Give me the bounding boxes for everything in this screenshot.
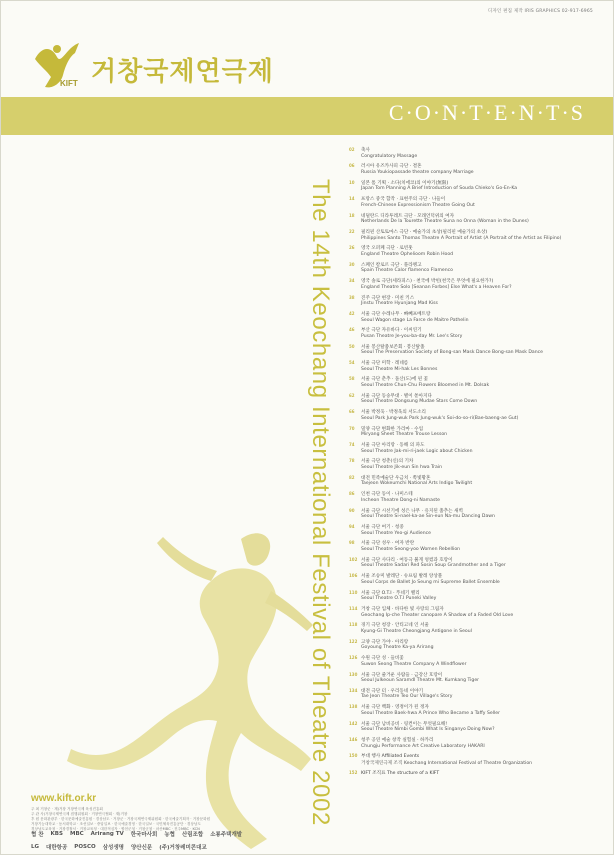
toc-title-korean: 서울 극단 사다리 · 여동극 붉게 엉켰과 호랑이 xyxy=(361,557,453,563)
toc-title-korean: 필리핀 산토토마스 극단 · 예술가의 초상(필리핀 예술가의 초상) xyxy=(361,229,488,235)
toc-page-number: 82 xyxy=(349,474,355,480)
toc-title-korean: 서울 극단 미학 · 레네름 xyxy=(361,361,409,367)
toc-title-korean: 서울 박정욱 · 박정욱의 서도소리 xyxy=(361,410,426,416)
toc-title-english: Suwon Seong Theatre Company A Windflower xyxy=(361,661,467,667)
toc-page-number: 118 xyxy=(349,622,358,628)
sponsor-logo: 산림조합 xyxy=(181,832,204,838)
toc-title-english: England Theatre Ophelioom Robin Hood xyxy=(361,251,454,257)
toc-title-english: Kyung-Gi Theatre Cheongjang Antigone in Seoul xyxy=(361,628,472,634)
toc-title-korean: 서울 극단 성우 · 여자 반란 xyxy=(361,541,415,547)
sponsor-logo: Arirang TV xyxy=(90,831,124,837)
toc-entry xyxy=(349,721,594,737)
toc-title-korean: 스페인 칼로르 극단 · 플라멩고 xyxy=(361,262,422,268)
toc-page-number: 130 xyxy=(349,671,358,677)
toc-entry xyxy=(349,458,594,474)
toc-page-number: 74 xyxy=(349,442,355,448)
toc-title-english: Seoul Theatre Jak-mi-ri-jaek Logic about Chicken xyxy=(361,448,473,454)
toc-title-english: Netherlands De la Tourette Theatre Suna no Onna (Woman in the Dunes) xyxy=(361,219,529,225)
toc-title-korean: 서울 극단 남비공비 · 링컨이는 무엇필요해! xyxy=(361,721,448,727)
toc-title-korean: 영국 솔로 극단(세라피스) · 천국에 박힌(천국은 무엇에 필요한가?) xyxy=(361,279,494,285)
toc-title-english: Seoul Julkeoun Saramdl Theatre Mt. Kumkang Tiger xyxy=(361,678,480,684)
toc-title-english: French-Chinese Expressionism Theatre Going Out xyxy=(361,202,475,208)
toc-title-english: Seoul Wagon stage La Farce de Maitre Pathelin xyxy=(361,317,469,323)
toc-entry xyxy=(349,295,594,311)
toc-title-korean: KIFT 조직표 The structure of a KIFT xyxy=(361,770,440,776)
toc-title-korean: 서울 극단 동숭무대 · 별이 쏟아지다 xyxy=(361,393,432,399)
sponsor-logo: 대한항공 xyxy=(46,845,68,851)
table-of-contents xyxy=(349,147,594,786)
toc-title-korean: 네덜란드 디라투레트 극단 · 모래언덕위의 여자 xyxy=(361,213,455,219)
toc-page-number: 90 xyxy=(349,507,355,513)
toc-entry xyxy=(349,163,594,179)
toc-page-number: 150 xyxy=(349,753,358,759)
toc-title-korean: 서울 극단 O.T.I · 푸네기 밸리 xyxy=(361,590,420,596)
credits-block xyxy=(31,807,331,832)
toc-entry xyxy=(349,213,594,229)
toc-title-english: Goyoung Theatre Ka-ya Arirang xyxy=(361,645,434,651)
logo-tag: KIFT xyxy=(60,79,78,88)
toc-title-korean: 서울 극단 여기 · 청중 xyxy=(361,524,404,530)
toc-entry xyxy=(349,442,594,458)
toc-title-english: Pusan Theatre Je-you-ba-day Mr. Lee's Story xyxy=(361,333,463,339)
toc-title-english: Seoul Theatre Chun-Chu Flowers Bloomed in Mt. Dolsak xyxy=(361,383,490,389)
toc-title-korean: 대전 극단 터 · 우리동네 이야기 xyxy=(361,688,424,694)
sponsor-logo: 농협 xyxy=(164,832,175,838)
toc-title-korean: 서울 극단 청춘(신)의 기차 xyxy=(361,459,414,465)
toc-title-korean: 러시아 유즈카사피 극단 · 결혼 xyxy=(361,164,422,170)
toc-page-number: 122 xyxy=(349,638,358,644)
toc-entry xyxy=(349,196,594,212)
toc-title-korean: 인천 극단 동이 · 나미스테 xyxy=(361,492,413,498)
toc-page-number: 06 xyxy=(349,163,355,169)
toc-entry xyxy=(349,278,594,294)
toc-title-english: 거창국제연극제 조직 Keochang International Festival of Theatre Organization xyxy=(361,761,533,767)
toc-title-english: Chungju Performance Art Creative Laboratory HAKARI xyxy=(361,743,485,749)
toc-page-number: 106 xyxy=(349,573,358,579)
toc-title-english: Incheon Theatre Dong-ni Namaste xyxy=(361,497,440,503)
toc-title-english: Seoul Corps de Ballet Jo Seung mi Supreme Ballet Ensemble xyxy=(361,579,500,585)
toc-title-english: Geochang Ip-che Theater canopare A Shadow of a Faded Old Love xyxy=(361,612,514,618)
toc-title-english: Japan Tom Planning A Brief Introduction of Souda Chieko's Go-En-Ka xyxy=(361,186,518,192)
toc-title-english: Seoul Theatre Mi-hak Les Bonnes xyxy=(361,366,438,372)
toc-page-number: 02 xyxy=(349,147,355,152)
toc-title-english: Seoul Theatre Nimbi Gombi What Is Singanyo Doing Now? xyxy=(361,727,495,733)
toc-page-number: 54 xyxy=(349,360,355,366)
sponsor-logo: KBS xyxy=(50,831,63,837)
toc-title-korean: 대전 민족예술단 우금치 · 쪽빛황혼 xyxy=(361,475,431,481)
toc-title-english: Seoul Theatre Sadari Red Sosin Soup Grandmother and a Tiger xyxy=(361,563,506,569)
toc-entry xyxy=(349,147,594,163)
toc-entry xyxy=(349,426,594,442)
toc-entry xyxy=(349,376,594,392)
toc-page-number: 62 xyxy=(349,392,355,398)
toc-title-korean: 서울 극단 아리랑 · 동해 의 파도 xyxy=(361,443,425,449)
toc-title-english: Seoul Theatre O.T.I Puneki Valley xyxy=(361,596,437,602)
toc-entry xyxy=(349,508,594,524)
contents-banner xyxy=(1,97,614,135)
sponsor-logo: POSCO xyxy=(74,844,96,850)
toc-entry xyxy=(349,672,594,688)
toc-entry xyxy=(349,688,594,704)
toc-title-english: Seoul Theatre Seong-yoo Women Rebellion xyxy=(361,546,461,552)
toc-page-number: 34 xyxy=(349,278,355,284)
toc-title-english: Seoul Theatre Dongsung Mudae Stars Come Down xyxy=(361,399,478,405)
toc-title-korean: 서울 극단 수레나무 · 빠빼프베트랑 xyxy=(361,311,431,317)
toc-title-korean: 고양 극단 가야 · 아리랑 xyxy=(361,639,409,645)
toc-page-number: 86 xyxy=(349,491,355,497)
sponsor-logo: MBC xyxy=(69,831,84,837)
toc-page-number: 14 xyxy=(349,196,355,202)
toc-entry xyxy=(349,639,594,655)
sponsor-logo: 삼성생명 xyxy=(102,845,124,851)
sponsor-row-1 xyxy=(31,830,321,838)
toc-page-number: 138 xyxy=(349,704,358,710)
sponsor-logo: 한국마사회 xyxy=(130,832,158,838)
toc-page-number: 30 xyxy=(349,261,355,267)
toc-page-number: 26 xyxy=(349,245,355,251)
toc-title-english: Seoul Theatre Baek-hwa A Prince Who Became a Taffy Seller xyxy=(361,710,500,716)
toc-entry xyxy=(349,770,594,786)
toc-title-english: Seoul Park Jung-wuk Park Jung-wuk's Soi-do-so-ri(Bae-baeng-ae Gut) xyxy=(361,415,519,421)
toc-entry xyxy=(349,573,594,589)
sponsor-logo: 양산신문 xyxy=(130,845,153,851)
toc-entry xyxy=(349,180,594,196)
toc-title-english: Taejeon Wokeumchi National Arts Indigo Twilight xyxy=(361,481,473,487)
toc-title-korean: 거창 극단 입체 · 바다한 빛 사랑의 그림자 xyxy=(361,606,444,612)
toc-title-english: Tae Jeon Theatre Teo Our Village's Story xyxy=(361,694,453,700)
credit-line: 경상남도교육청 · 거창경찰서 · 거창교육청 · 대한적십자 · 합천군청 · 거창군청 · 마산MBC · 진주MBC · KCN xyxy=(31,827,200,831)
toc-entry xyxy=(349,655,594,671)
toc-title-korean: 서울 극단 백화 · 영정이가 된 정자 xyxy=(361,705,429,711)
sponsor-label: 협 찬 xyxy=(31,832,44,838)
dancer-illustration xyxy=(61,521,321,851)
toc-entry xyxy=(349,606,594,622)
toc-title-korean: 서울 조승미 발레단 · 슈프림 발레 앙상블 xyxy=(361,574,443,580)
sponsor-logo: (주)거창레미콘대교 xyxy=(159,845,207,851)
toc-title-english: Miryang Sheet Theatre Trouse Lesson xyxy=(361,432,448,438)
toc-title-korean: 일본 톰 기획 · 소다(치에코)의 이야기(無限) xyxy=(361,180,449,186)
credit-line: 후 원 문화관광부 · 한국문화예술진흥원 · 경상남도 · 거창군 · 거창국제연극제위원회 · 한국예술기획자 · 거창문화원 xyxy=(31,817,211,821)
toc-title-english: Seoul Theatre Jik-eun Sin hwa Train xyxy=(361,465,443,471)
toc-page-number: 102 xyxy=(349,556,358,562)
toc-entry xyxy=(349,475,594,491)
toc-title-korean: 축사 xyxy=(361,148,370,153)
toc-entry xyxy=(349,753,594,769)
toc-title-english: Spain Theatre Calor flamenco Flamenco xyxy=(361,268,453,274)
toc-entry xyxy=(349,622,594,638)
toc-page-number: 58 xyxy=(349,376,355,382)
toc-entry xyxy=(349,737,594,753)
toc-page-number: 78 xyxy=(349,458,355,464)
top-credit: 디자인 편집 제작 IRIS GRAPHICS 02-917-6965 xyxy=(487,9,593,14)
toc-entry xyxy=(349,360,594,376)
contents-heading: C·O·N·T·E·N·T·S xyxy=(388,100,585,125)
toc-entry xyxy=(349,229,594,245)
toc-title-english: England Theatre Solo [Seanan Forbes] Else What's a Heaven For? xyxy=(361,284,512,290)
toc-title-english: Jinstu Theatre Hyunjang Mad Kiss xyxy=(361,301,438,307)
toc-title-korean: 영국 오퍼페 극단 · 로빈훗 xyxy=(361,246,413,252)
toc-title-korean: 프랑스 중국 합작 · 표현주의 극단 · 나들이 xyxy=(361,197,446,203)
toc-entry xyxy=(349,393,594,409)
toc-entry xyxy=(349,344,594,360)
toc-title-korean: 서울 극단 줄거운 사람들 · 금강산 호랑이 xyxy=(361,672,443,678)
website-url: www.kift.or.kr xyxy=(31,793,97,804)
toc-entry xyxy=(349,590,594,606)
toc-title-english: Philippines Santo Thomas Theatre A Portrait of Artist (A Portrait of the Artist as Filipino) xyxy=(361,235,562,241)
toc-page-number: 18 xyxy=(349,212,355,218)
toc-title-english: Seoul Theatre Yeo-gi Audience xyxy=(361,530,431,536)
toc-page-number: 22 xyxy=(349,228,355,234)
toc-page-number: 134 xyxy=(349,687,358,693)
toc-page-number: 38 xyxy=(349,294,355,300)
toc-title-korean: 밀양 극단 변화한 가리마 · 수업 xyxy=(361,426,424,432)
toc-page-number: 98 xyxy=(349,540,355,546)
sponsor-logo: 소룡주택개발 xyxy=(210,832,243,838)
toc-title-korean: 서울 봉산탈춤보존회 · 봉산탈춤 xyxy=(361,344,425,350)
credit-line: 거창기능대학교 · 동서대학교 · 조선일보 · 중앙일보 · 한국예술경영 · 한국일보 · 국민체육진흥공단 · 경상남도 xyxy=(31,822,201,826)
toc-page-number: 142 xyxy=(349,720,358,726)
toc-page-number: 94 xyxy=(349,523,355,529)
toc-entry xyxy=(349,704,594,720)
toc-entry xyxy=(349,491,594,507)
toc-title-korean: 청주 공연 예술 창작 실험실 · 하카리 xyxy=(361,738,434,744)
toc-page-number: 50 xyxy=(349,343,355,349)
toc-page-number: 66 xyxy=(349,409,355,415)
toc-title-korean: 부산 극단 자유바다 · 이씨연기 xyxy=(361,328,422,334)
toc-entry xyxy=(349,262,594,278)
toc-title-korean: 수원 극단 성 · 들비꽃 xyxy=(361,656,404,662)
toc-page-number: 152 xyxy=(349,769,358,775)
toc-page-number: 146 xyxy=(349,737,358,743)
toc-title-english: Seoul Theatre Si-nael-ka-ae Sin-eun Na-mu Dancing Dawn xyxy=(361,514,495,520)
toc-title-english: Seoul The Preservation Society of Bong-san Mask Dance Bong-san Mask Dance xyxy=(361,350,543,356)
festival-title-ko: 거창국제연극제 xyxy=(91,57,274,87)
toc-title-english: Russia Youkiopassade theatre company Marriage xyxy=(361,169,474,175)
toc-title-korean: 서울 극단 춘추 · 돌산(도)에 핀 꽃 xyxy=(361,377,429,383)
sponsor-logo: LG xyxy=(31,844,40,850)
toc-page-number: 46 xyxy=(349,327,355,333)
toc-page-number: 70 xyxy=(349,425,355,431)
vertical-festival-title: The 14th Keochang International Festival of Theatre 2002 xyxy=(307,179,334,826)
toc-entry xyxy=(349,245,594,261)
toc-entry xyxy=(349,327,594,343)
toc-entry xyxy=(349,557,594,573)
toc-page-number: 114 xyxy=(349,605,358,611)
toc-title-korean: 서울 극단 시선기에 성은 나무 · 유지된 춤추는 새벽 xyxy=(361,508,463,514)
toc-page-number: 110 xyxy=(349,589,358,595)
toc-page-number: 126 xyxy=(349,655,358,661)
toc-entry xyxy=(349,540,594,556)
toc-title-korean: 진주 극단 현장 · 미친 키스 xyxy=(361,295,415,301)
toc-entry xyxy=(349,311,594,327)
toc-title-korean: 부대 행사 Affiliated Events xyxy=(361,754,420,760)
toc-page-number: 10 xyxy=(349,179,355,185)
toc-entry xyxy=(349,409,594,425)
toc-entry xyxy=(349,524,594,540)
toc-page-number: 42 xyxy=(349,310,355,316)
sponsor-row-2 xyxy=(31,843,321,851)
credit-line: 주 관 사)거창국제연극제 집행위원회 · 거창연극협회 · 재)거창 xyxy=(31,812,128,816)
toc-title-english: Congratulatory Massage xyxy=(361,153,418,159)
toc-title-korean: 경기 극단 청장 · 안티고네 인 서울 xyxy=(361,623,429,629)
credit-line: 주 최 거창군 · 재)거창 거창연극제 육성진흥회 xyxy=(31,807,103,811)
festival-logo xyxy=(27,37,317,93)
